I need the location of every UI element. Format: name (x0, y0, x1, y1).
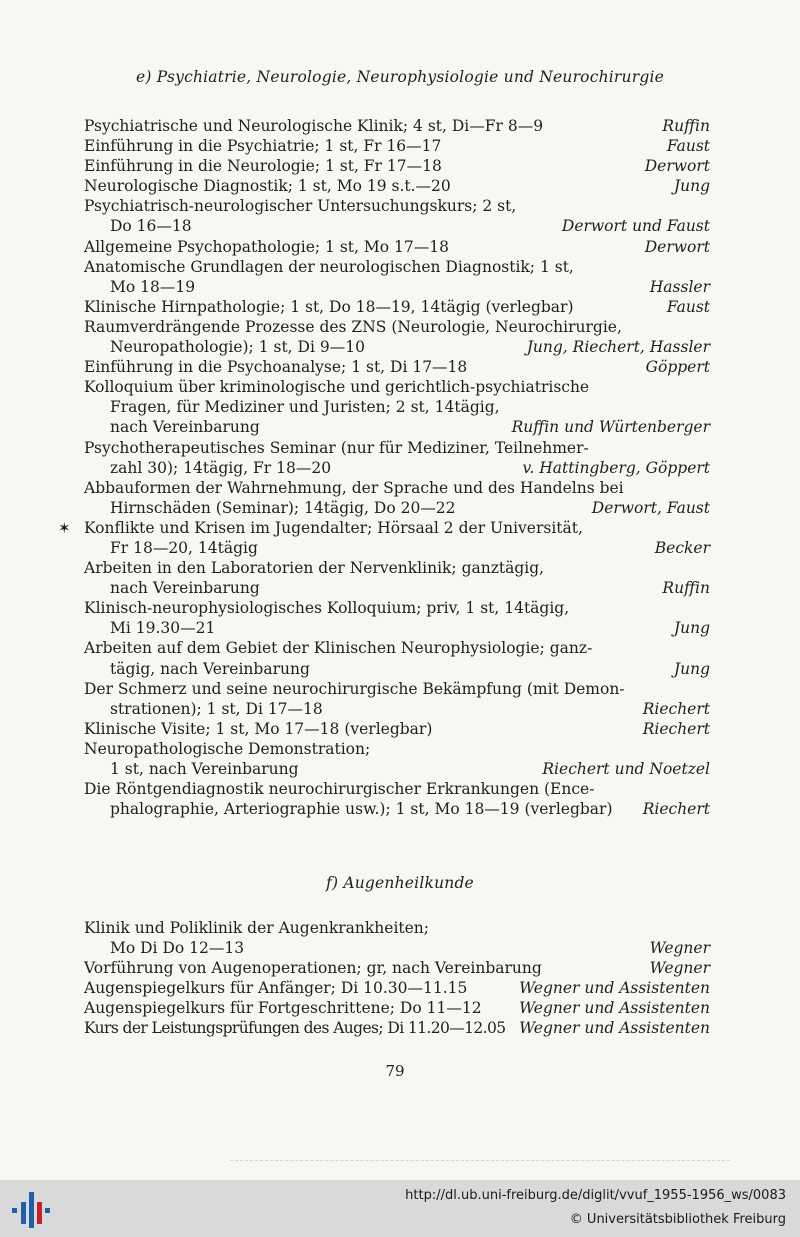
entry-line (84, 458, 710, 478)
lecturer-name: Jung (673, 659, 710, 678)
source-url-link[interactable]: http://dl.ub.uni-freiburg.de/diglit/vvuf_1955-1956_ws/0083 (405, 1188, 786, 1203)
entry-text: Klinik und Poliklinik der Augenkrankheiten; (84, 919, 430, 937)
entry-item (84, 116, 710, 136)
entry-line (58, 518, 710, 538)
page-number: 79 (385, 1062, 405, 1080)
lecturer-name: Wegner und Assistenten (519, 999, 710, 1018)
entry-line (84, 719, 710, 739)
entry-text: Arbeiten auf dem Gebiet der Klinischen Neurophysiologie; ganz- (84, 639, 593, 658)
lecturer-name: Riechert (642, 800, 710, 819)
entry-text: Der Schmerz und seine neurochirurgische Bekämpfung (mit Demon- (84, 679, 625, 698)
entry-line (84, 156, 710, 176)
lecturer-name: Riechert und Noetzel (542, 760, 710, 778)
lecturer-name: Ruffin und Würtenberger (511, 418, 710, 437)
entry-text: Do 16—18 (110, 217, 192, 236)
ub-freiburg-logo-icon (8, 1188, 52, 1230)
lecturer-name: Wegner (649, 939, 710, 958)
entry-text: nach Vereinbarung (110, 579, 260, 598)
section-e-entries (58, 116, 710, 819)
entry-text: Psychiatrische und Neurologische Klinik; 4 st, Di—Fr 8—9 (84, 117, 544, 135)
entry-item (84, 237, 710, 257)
entry-line (84, 277, 710, 297)
entry-item (84, 196, 710, 236)
entry-line (84, 357, 710, 377)
entry-text: Einführung in die Psychiatrie; 1 st, Fr 16—17 (84, 137, 442, 156)
lecturer-name: Derwort, Faust (591, 498, 710, 517)
entry-line (84, 538, 710, 558)
lecturer-name: Göppert (645, 358, 710, 377)
entry-line (84, 958, 710, 978)
lecturer-name: Riechert (642, 719, 710, 738)
entry-item (84, 377, 710, 437)
entry-item (84, 357, 710, 377)
entry-line (84, 196, 710, 216)
entry-line (84, 659, 710, 679)
entry-text: strationen); 1 st, Di 17—18 (110, 699, 323, 718)
lecturer-name: Hassler (649, 277, 710, 296)
entry-line (84, 377, 710, 397)
copyright-text: © Universitätsbibliothek Freiburg (569, 1212, 786, 1227)
section-title-f: f) Augenheilkunde (326, 874, 474, 892)
entry-text: Neuropathologische Demonstration; (84, 739, 371, 758)
entry-line (84, 397, 710, 417)
lecturer-name: Derwort (644, 157, 710, 176)
entry-text: Klinische Hirnpathologie; 1 st, Do 18—19, 14tägig (verlegbar) (84, 297, 574, 316)
entry-text: Augenspiegelkurs für Fortgeschrittene; Do 11—12 (84, 999, 482, 1018)
entry-text: tägig, nach Vereinbarung (110, 659, 310, 678)
entry-line (84, 618, 710, 638)
entry-item (84, 679, 710, 719)
lecturer-name: Riechert (642, 699, 710, 718)
entry-text: Allgemeine Psychopathologie; 1 st, Mo 17—18 (84, 237, 449, 256)
entry-text: Neuropathologie); 1 st, Di 9—10 (110, 338, 365, 357)
entry-line (84, 237, 710, 257)
entry-item (84, 317, 710, 357)
entry-line (84, 638, 710, 658)
entry-item (84, 958, 710, 978)
entry-line (84, 578, 710, 598)
footer-bar (0, 1180, 800, 1237)
entry-text: Konflikte und Krisen im Jugendalter; Hörsaal 2 der Universität, (84, 518, 583, 537)
entry-line (84, 216, 710, 236)
lecturer-name: Wegner und Assistenten (519, 979, 710, 998)
entry-line (84, 739, 710, 759)
lecturer-name: Derwort (644, 237, 710, 256)
entry-item (84, 1018, 710, 1038)
star-marker-icon: ✶ (58, 518, 71, 537)
entry-line (84, 417, 710, 437)
entry-line (84, 799, 710, 819)
entry-text: Neurologische Diagnostik; 1 st, Mo 19 s.t.—20 (84, 177, 451, 196)
lecturer-name: Wegner (649, 959, 710, 978)
entry-line (84, 136, 710, 156)
lecturer-name: Faust (666, 137, 710, 156)
entry-text: Psychotherapeutisches Seminar (nur für Mediziner, Teilnehmer- (84, 438, 589, 457)
section-f-entries (84, 918, 710, 1039)
entry-item (84, 438, 710, 478)
lecturer-name: Becker (654, 538, 710, 557)
entry-line (84, 978, 710, 998)
entry-line (84, 478, 710, 498)
lecturer-name: Derwort und Faust (561, 217, 710, 236)
entry-text: Einführung in die Psychoanalyse; 1 st, Di 17—18 (84, 358, 468, 377)
entry-text: Mo 18—19 (110, 277, 196, 296)
entry-text: Abbauformen der Wahrnehmung, der Sprache und des Handelns bei (84, 478, 624, 497)
entry-text: Fragen, für Mediziner und Juristen; 2 st, 14tägig, (110, 398, 500, 417)
entry-text: phalographie, Arteriographie usw.); 1 st, Mo 18—19 (verlegbar) (110, 800, 613, 819)
entry-line (84, 1018, 710, 1038)
lecturer-name: Ruffin (662, 579, 710, 598)
entry-item (84, 779, 710, 819)
entry-line (84, 759, 710, 779)
entry-line (84, 938, 710, 958)
entry-line (84, 679, 710, 699)
section-title-e: e) Psychiatrie, Neurologie, Neurophysiologie und Neurochirurgie (136, 68, 664, 86)
entry-text: Hirnschäden (Seminar); 14tägig, Do 20—22 (110, 498, 456, 517)
entry-line (84, 918, 710, 938)
entry-line (84, 438, 710, 458)
lecturer-name: Ruffin (662, 117, 710, 135)
entry-item (84, 297, 710, 317)
lecturer-name: Jung (673, 177, 710, 196)
lecturer-name: Jung, Riechert, Hassler (526, 338, 710, 357)
entry-text: Vorführung von Augenoperationen; gr, nach Vereinbarung (84, 959, 542, 978)
entry-text: Die Röntgendiagnostik neurochirurgischer Erkrankungen (Ence- (84, 780, 595, 799)
entry-line (84, 699, 710, 719)
entry-item (84, 257, 710, 297)
entry-text: Mi 19.30—21 (110, 619, 216, 638)
lecturer-name: Faust (666, 297, 710, 316)
lecturer-name: Wegner und Assistenten (519, 1019, 710, 1038)
entry-item (84, 998, 710, 1018)
entry-line (84, 598, 710, 618)
entry-text: Anatomische Grundlagen der neurologischen Diagnostik; 1 st, (84, 257, 574, 276)
entry-line (84, 317, 710, 337)
entry-line (84, 998, 710, 1018)
entry-line (84, 257, 710, 277)
entry-item (84, 918, 710, 958)
lecturer-name: v. Hattingberg, Göppert (522, 458, 710, 477)
lecturer-name: Jung (673, 619, 710, 638)
entry-line (84, 176, 710, 196)
entry-text: Klinische Visite; 1 st, Mo 17—18 (verlegbar) (84, 719, 433, 738)
entry-line (84, 558, 710, 578)
entry-item (84, 978, 710, 998)
entry-text: Einführung in die Neurologie; 1 st, Fr 17—18 (84, 157, 442, 176)
entry-line (84, 498, 710, 518)
entry-item (84, 136, 710, 156)
entry-text: Augenspiegelkurs für Anfänger; Di 10.30—11.15 (84, 979, 468, 998)
entry-text: Raumverdrängende Prozesse des ZNS (Neurologie, Neurochirurgie, (84, 317, 622, 336)
entry-item (84, 478, 710, 518)
entry-item (58, 518, 710, 558)
entry-item (84, 638, 710, 678)
scan-artifact-line (230, 1160, 730, 1165)
entry-text: Klinisch-neurophysiologisches Kolloquium; priv, 1 st, 14tägig, (84, 599, 570, 618)
entry-text: 1 st, nach Vereinbarung (110, 760, 299, 778)
entry-text: nach Vereinbarung (110, 418, 260, 437)
entry-item (84, 558, 710, 598)
entry-item (84, 176, 710, 196)
entry-line (84, 297, 710, 317)
entry-item (84, 156, 710, 176)
entry-line (84, 779, 710, 799)
entry-text: Psychiatrisch-neurologischer Untersuchungskurs; 2 st, (84, 197, 517, 216)
entry-item (84, 739, 710, 779)
entry-text: Mo Di Do 12—13 (110, 939, 245, 958)
entry-text: Kurs der Leistungsprüfungen des Auges; Di 11.20—12.05 (84, 1019, 506, 1038)
entry-item (84, 598, 710, 638)
entry-text: Arbeiten in den Laboratorien der Nervenklinik; ganztägig, (84, 559, 545, 578)
entry-item (84, 719, 710, 739)
entry-text: zahl 30); 14tägig, Fr 18—20 (110, 458, 332, 477)
entry-text: Kolloquium über kriminologische und gerichtlich-psychiatrische (84, 378, 590, 397)
entry-line (84, 337, 710, 357)
entry-text: Fr 18—20, 14tägig (110, 538, 258, 557)
entry-line (84, 116, 710, 136)
